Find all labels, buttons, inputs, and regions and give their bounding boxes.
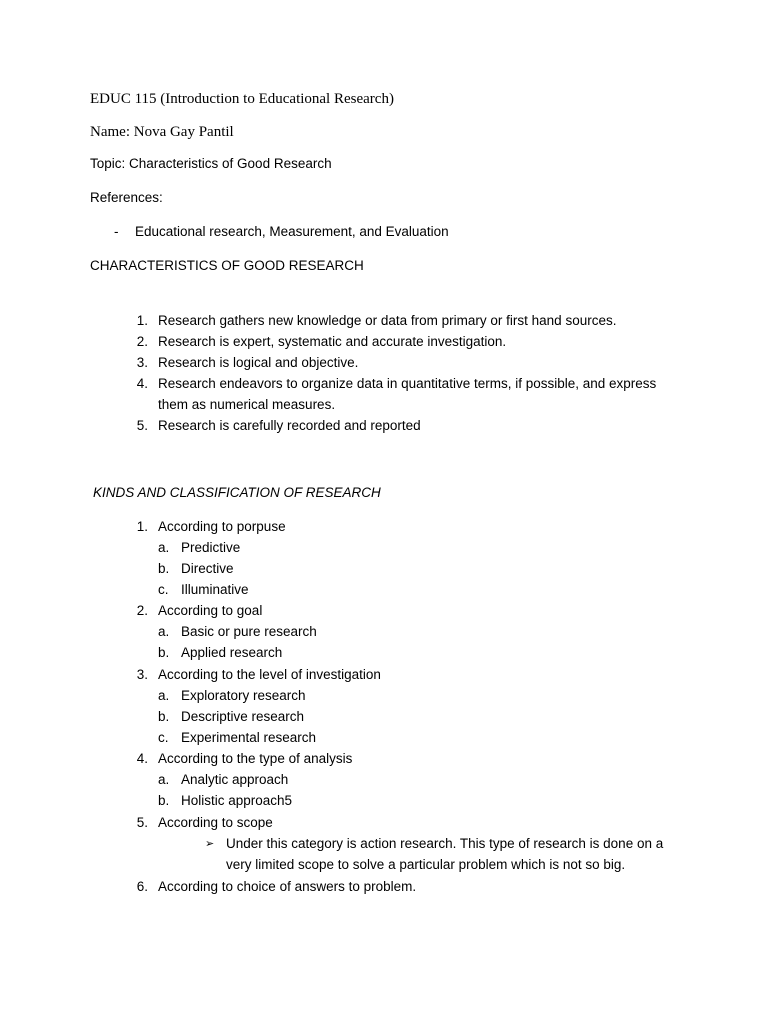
sub-item <box>0 708 768 726</box>
sub-item <box>0 581 768 599</box>
list-item <box>0 602 768 620</box>
item-number: 1. <box>136 313 148 328</box>
bullet-item <box>0 835 768 853</box>
sub-item <box>0 623 768 641</box>
sub-text: Holistic approach5 <box>181 793 293 808</box>
item-number: 4. <box>136 376 148 391</box>
item-number: 3. <box>136 355 148 370</box>
item-number: 4. <box>136 751 148 766</box>
list-item <box>0 354 768 372</box>
references-label: References: <box>90 190 163 205</box>
list-item <box>0 814 768 832</box>
item-text: According to scope <box>158 815 273 830</box>
item-text: Research gathers new knowledge or data from primary or first hand sources. <box>158 313 617 328</box>
item-number: 2. <box>136 603 148 618</box>
sub-text: Basic or pure research <box>181 624 317 639</box>
sub-item <box>0 560 768 578</box>
item-number: 2. <box>136 334 148 349</box>
sub-text: Experimental research <box>181 730 317 745</box>
sub-text: Applied research <box>181 645 283 660</box>
list-item <box>0 666 768 684</box>
sub-item <box>0 729 768 747</box>
arrow-bullet-icon: ➢ <box>205 838 215 850</box>
list-item-continuation <box>0 396 768 414</box>
sub-letter: c. <box>158 730 169 745</box>
sub-letter: b. <box>158 645 170 660</box>
list-item <box>0 878 768 896</box>
sub-text: Descriptive research <box>181 709 305 724</box>
bullet-text-continuation: very limited scope to solve a particular problem which is not so big. <box>226 857 626 872</box>
reference-dash: - <box>114 224 119 239</box>
list-item <box>0 375 768 393</box>
item-text: According to choice of answers to problem. <box>158 879 417 894</box>
reference-item: Educational research, Measurement, and Evaluation <box>135 224 449 239</box>
item-text: According to the level of investigation <box>158 667 381 682</box>
sub-letter: a. <box>158 772 170 787</box>
item-text: According to porpuse <box>158 519 286 534</box>
sub-item <box>0 644 768 662</box>
sub-letter: b. <box>158 561 170 576</box>
sub-text: Directive <box>181 561 234 576</box>
sub-letter: a. <box>158 624 170 639</box>
item-number: 1. <box>136 519 148 534</box>
sub-letter: a. <box>158 688 170 703</box>
bullet-text: Under this category is action research. This type of research is done on a <box>226 836 664 851</box>
list-item <box>0 750 768 768</box>
sub-item <box>0 792 768 810</box>
sub-letter: b. <box>158 793 170 808</box>
item-text-continuation: them as numerical measures. <box>158 397 336 412</box>
item-number: 5. <box>136 815 148 830</box>
list-item <box>0 518 768 536</box>
bullet-item-continuation <box>0 856 768 874</box>
list-item <box>0 333 768 351</box>
item-number: 5. <box>136 418 148 433</box>
list-item <box>0 312 768 330</box>
sub-item <box>0 539 768 557</box>
sub-item <box>0 687 768 705</box>
sub-text: Predictive <box>181 540 241 555</box>
list-item <box>0 417 768 435</box>
characteristics-heading: CHARACTERISTICS OF GOOD RESEARCH <box>90 258 364 273</box>
item-text: According to goal <box>158 603 263 618</box>
sub-text: Illuminative <box>181 582 249 597</box>
sub-letter: a. <box>158 540 170 555</box>
sub-text: Analytic approach <box>181 772 289 787</box>
sub-text: Exploratory research <box>181 688 306 703</box>
item-text: Research endeavors to organize data in quantitative terms, if possible, and express <box>158 376 657 391</box>
item-text: Research is carefully recorded and reported <box>158 418 421 433</box>
sub-letter: b. <box>158 709 170 724</box>
course-title: EDUC 115 (Introduction to Educational Research) <box>90 91 394 107</box>
student-name: Name: Nova Gay Pantil <box>90 124 234 140</box>
item-text: According to the type of analysis <box>158 751 353 766</box>
sub-letter: c. <box>158 582 169 597</box>
item-number: 6. <box>136 879 148 894</box>
sub-item <box>0 771 768 789</box>
topic-line: Topic: Characteristics of Good Research <box>90 156 332 171</box>
item-text: Research is expert, systematic and accurate investigation. <box>158 334 507 349</box>
item-number: 3. <box>136 667 148 682</box>
item-text: Research is logical and objective. <box>158 355 359 370</box>
kinds-heading: KINDS AND CLASSIFICATION OF RESEARCH <box>93 485 381 500</box>
